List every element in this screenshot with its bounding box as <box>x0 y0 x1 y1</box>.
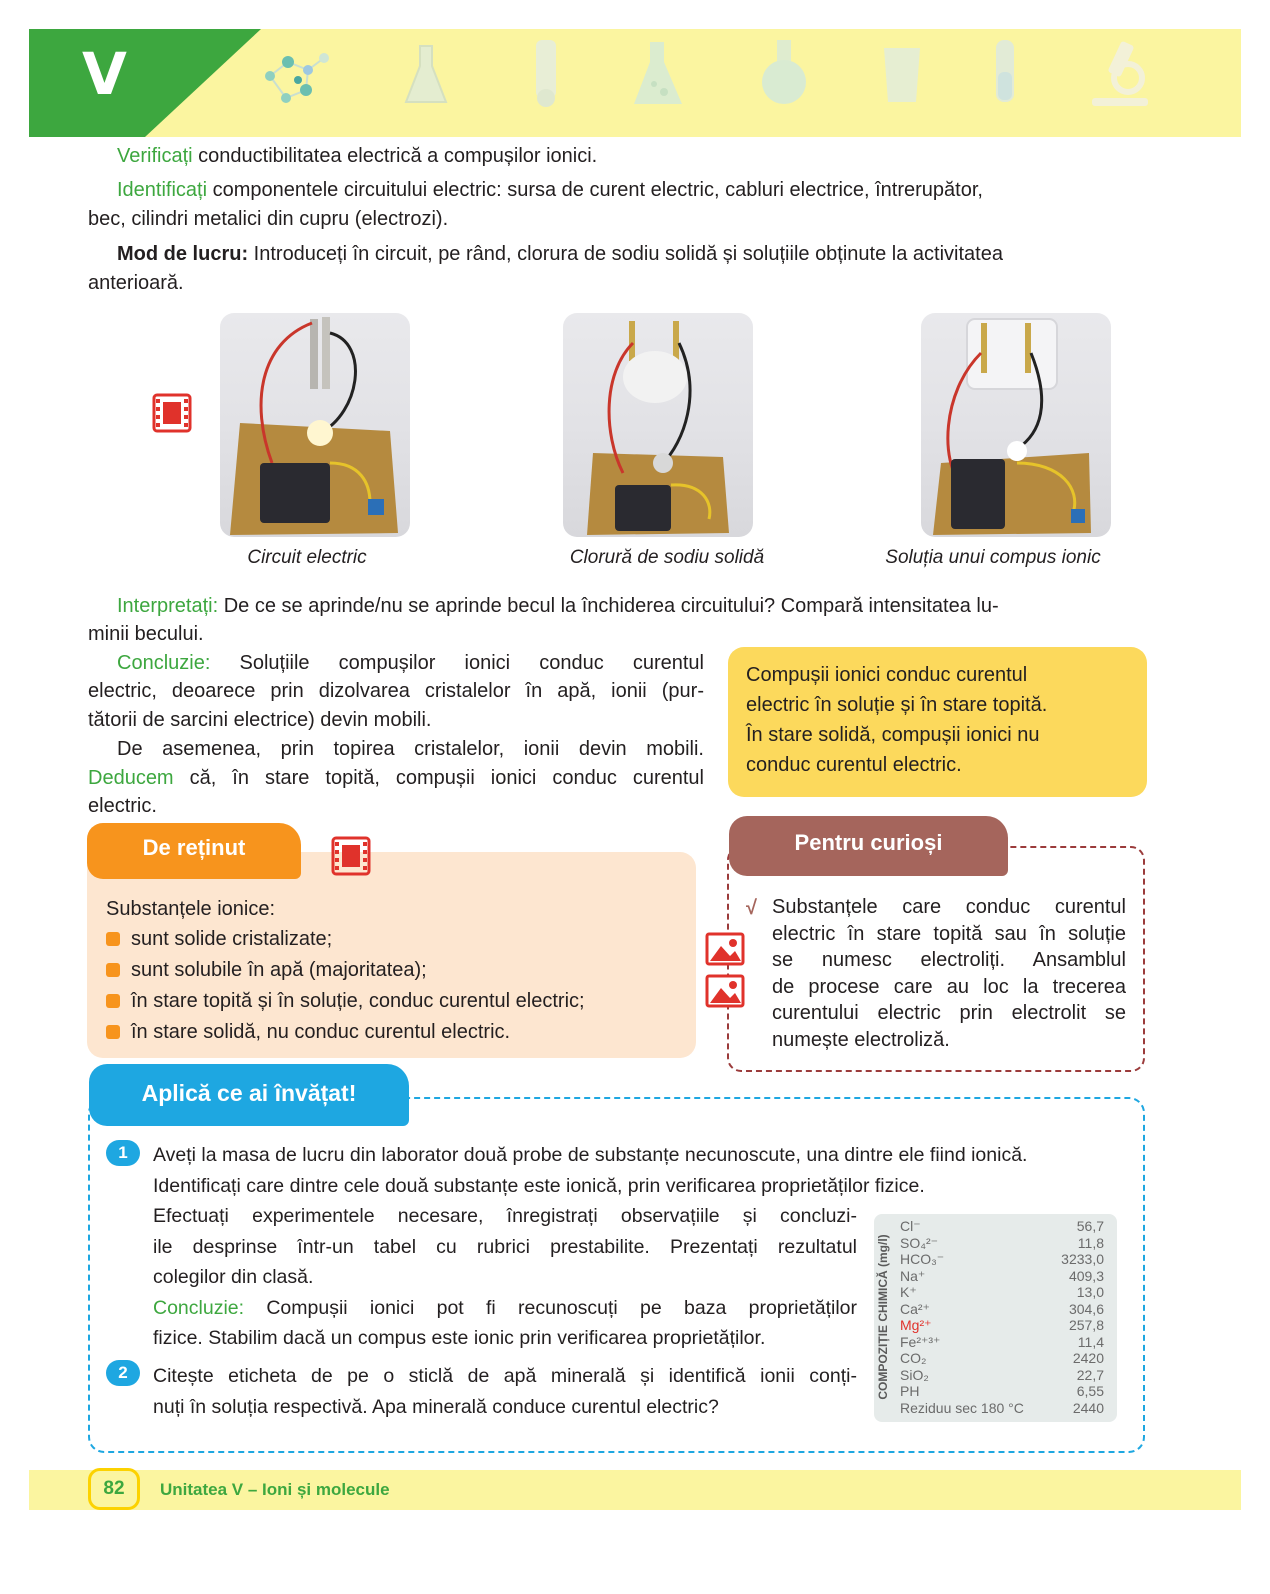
curious-text <box>772 894 1126 1053</box>
curious-line: de procese care au loc la trecerea <box>772 975 1126 998</box>
photo-solid-nacl <box>563 313 753 537</box>
summary-line: electric în soluție și în stare topită. <box>746 694 1048 716</box>
beaker-icon <box>880 44 924 106</box>
label-ion-value: 6,55 <box>1076 1383 1104 1399</box>
curious-line: numește electroliză. <box>772 1028 950 1051</box>
label-ion-value: 3233,0 <box>1061 1251 1104 1267</box>
label-ion-value: 304,6 <box>1068 1300 1104 1317</box>
curious-line: curentului electric prin electrolit se <box>772 1002 1126 1024</box>
exercise-number-badge: 1 <box>106 1140 140 1166</box>
thermometer-icon <box>528 38 564 110</box>
remember-item: sunt solubile în apă (majoritatea); <box>131 959 427 981</box>
video-icon[interactable] <box>331 836 371 876</box>
identify-text-1: componentele circuitului electric: sursa de curent electric, cabluri electrice, întrerupător, <box>207 179 983 201</box>
label-ion-name: CO₂ <box>900 1350 927 1366</box>
method-paragraph-line2: anterioară. <box>88 272 184 294</box>
photo-ionic-solution <box>921 313 1111 537</box>
exercise-1-conclusion-verb: Concluzie: <box>153 1296 245 1319</box>
image-icon[interactable] <box>705 974 745 1008</box>
remember-item: sunt solide cristalizate; <box>131 928 333 950</box>
bullet-icon <box>106 932 120 946</box>
curious-line: se numesc electroliți. Ansamblul <box>772 949 1126 971</box>
exercise-2-line: nuți în soluția respectivă. Apa minerală conduce curentul electric? <box>153 1396 719 1418</box>
label-row <box>900 1251 1110 1268</box>
label-ion-name: SiO₂ <box>900 1366 929 1383</box>
label-ion-name: Na⁺ <box>900 1267 926 1284</box>
conclusion-text-1: Soluțiile compușilor ionici conduc curentul <box>210 652 704 674</box>
deduce-verb: Deducem <box>88 767 174 789</box>
label-ion-name: HCO₃⁻ <box>900 1251 945 1267</box>
curious-title: Pentru curioși <box>794 830 943 855</box>
exercise-1-line: Identificați care dintre cele două substanțe este ionică, prin verificarea proprietăților fizice. <box>153 1174 925 1197</box>
page-number: 82 <box>88 1468 140 1510</box>
verify-paragraph <box>117 142 597 171</box>
conclusion-line3: tătorii de sarcini electrice) devin mobili. <box>88 709 432 731</box>
summary-line: În stare solidă, compușii ionici nu <box>746 724 1040 746</box>
exercise-2-text <box>153 1361 857 1423</box>
caption-circuit: Circuit electric <box>247 547 367 568</box>
label-side-title: COMPOZIȚIE CHIMICĂ (mg/l) <box>876 1234 890 1400</box>
summary-line: Compușii ionici conduc curentul <box>746 664 1028 686</box>
conclusion-line2: electric, deoarece prin dizolvarea cristalelor în apă, ionii (pur- <box>88 680 704 702</box>
verify-text: conductibilitatea electrică a compușilor ionici. <box>192 145 598 167</box>
remember-item: în stare solidă, nu conduc curentul electric. <box>131 1021 511 1043</box>
label-row <box>900 1383 1110 1400</box>
label-ion-value: 409,3 <box>1068 1267 1104 1284</box>
label-row <box>900 1317 1110 1334</box>
label-ion-name: Cl⁻ <box>900 1218 921 1234</box>
label-ion-value: 2420 <box>1072 1350 1104 1366</box>
label-ion-name: Ca²⁺ <box>900 1300 930 1317</box>
conclusion-text-5: că, în stare topită, compușii ionici conduc curentul <box>173 767 704 789</box>
image-icon[interactable] <box>705 932 745 966</box>
label-row <box>900 1284 1110 1301</box>
method-paragraph-line1 <box>117 240 1003 269</box>
erlenmeyer-flask-icon <box>400 42 450 108</box>
round-flask-icon <box>758 38 810 108</box>
label-row <box>900 1350 1110 1367</box>
interpret-line1 <box>117 592 999 621</box>
label-ion-value: 22,7 <box>1076 1366 1104 1383</box>
exercise-1-line: Efectuați experimentele necesare, înregistrați observațiile și concluzi- <box>153 1205 857 1227</box>
identify-paragraph-line1 <box>117 176 1146 205</box>
interpret-text-1: De ce se aprinde/nu se aprinde becul la închiderea circuitului? Compară intensitatea lu- <box>218 595 999 617</box>
label-row <box>900 1367 1110 1384</box>
label-row <box>900 1400 1110 1417</box>
exercise-1-line: fizice. Stabilim dacă un compus este ionic prin verificarea proprietăților. <box>153 1327 766 1349</box>
summary-text <box>746 660 1136 780</box>
interpret-line2: minii becului. <box>88 623 204 645</box>
identify-paragraph-line2: bec, cilindri metalici din cupru (electrozi). <box>88 208 449 230</box>
exercise-number-badge: 2 <box>106 1360 140 1386</box>
caption-solid-nacl: Clorură de sodiu solidă <box>569 547 765 568</box>
curious-line: Substanțele care conduc curentul <box>772 896 1126 918</box>
footer-unit-title: Unitatea V – Ioni și molecule <box>160 1480 390 1499</box>
exercise-1-conclusion-text: Compușii ionici pot fi recunoscuți pe baza proprietăților <box>244 1296 857 1319</box>
interpret-verb: Interpretați: <box>117 595 219 617</box>
label-ion-name: Reziduu sec 180 °C <box>900 1399 1024 1416</box>
bullet-icon <box>106 963 120 977</box>
microscope-icon <box>1088 38 1152 110</box>
remember-title: De reținut <box>142 835 246 860</box>
exercise-1-line: ile desprinse într-un tabel cu rubrici prestabilite. Prezentați rezultatul <box>153 1235 857 1258</box>
apply-title: Aplică ce ai învățat! <box>141 1080 357 1106</box>
label-row <box>900 1301 1110 1318</box>
exercise-2-line: Citește eticheta de pe o sticlă de apă minerală și identifică ionii conți- <box>153 1365 857 1387</box>
label-ion-value: 2440 <box>1072 1399 1104 1416</box>
bullet-icon <box>106 994 120 1008</box>
label-ion-name: PH <box>900 1383 920 1399</box>
photo-circuit <box>220 313 410 537</box>
label-ion-name: K⁺ <box>900 1284 917 1300</box>
remember-item: în stare topită și în soluție, conduc curentul electric; <box>131 990 585 1012</box>
caption-ionic-solution: Soluția unui compus ionic <box>885 547 1101 568</box>
verify-verb: Verificați <box>117 145 193 167</box>
method-text-1: Introduceți în circuit, pe rând, clorura de sodiu solidă și soluțiile obținute la activitatea <box>248 243 1003 265</box>
conclusion-line5 <box>88 764 704 793</box>
check-icon: √ <box>746 897 757 919</box>
label-row <box>900 1268 1110 1285</box>
molecule-icon <box>258 42 334 108</box>
unit-letter: V <box>82 40 127 108</box>
exercise-1-line: Aveți la masa de lucru din laborator două probe de substanțe necunoscute, una dintre ele fiind ionică. <box>153 1144 1028 1166</box>
summary-line: conduc curentul electric. <box>746 754 962 776</box>
video-icon[interactable] <box>152 393 192 433</box>
label-ion-name: Mg²⁺ <box>900 1317 932 1333</box>
label-rows <box>900 1218 1110 1416</box>
curious-line: electric în stare topită sau în soluție <box>772 922 1126 945</box>
conclusion-line1 <box>117 649 704 678</box>
label-ion-value: 257,8 <box>1068 1317 1104 1333</box>
mineral-water-label <box>874 1214 1117 1422</box>
conclusion-line6: electric. <box>88 795 157 817</box>
exercise-1-line: colegilor din clasă. <box>153 1266 314 1288</box>
label-ion-value: 13,0 <box>1076 1284 1104 1300</box>
method-label: Mod de lucru: <box>117 243 249 265</box>
label-ion-name: Fe²⁺³⁺ <box>900 1333 941 1350</box>
remember-intro: Substanțele ionice: <box>106 898 276 920</box>
conical-flask-icon <box>630 40 686 108</box>
conclusion-verb: Concluzie: <box>117 652 211 674</box>
label-ion-value: 56,7 <box>1076 1218 1104 1234</box>
identify-verb: Identificați <box>117 179 208 201</box>
test-tube-icon <box>990 38 1020 108</box>
bullet-icon <box>106 1025 120 1039</box>
conclusion-line4: De asemenea, prin topirea cristalelor, ionii devin mobili. <box>117 738 704 760</box>
label-ion-value: 11,8 <box>1077 1234 1104 1251</box>
label-row <box>900 1334 1110 1351</box>
label-ion-value: 11,4 <box>1077 1333 1104 1350</box>
label-row <box>900 1218 1110 1235</box>
label-row <box>900 1235 1110 1252</box>
label-ion-name: SO₄²⁻ <box>900 1234 938 1251</box>
